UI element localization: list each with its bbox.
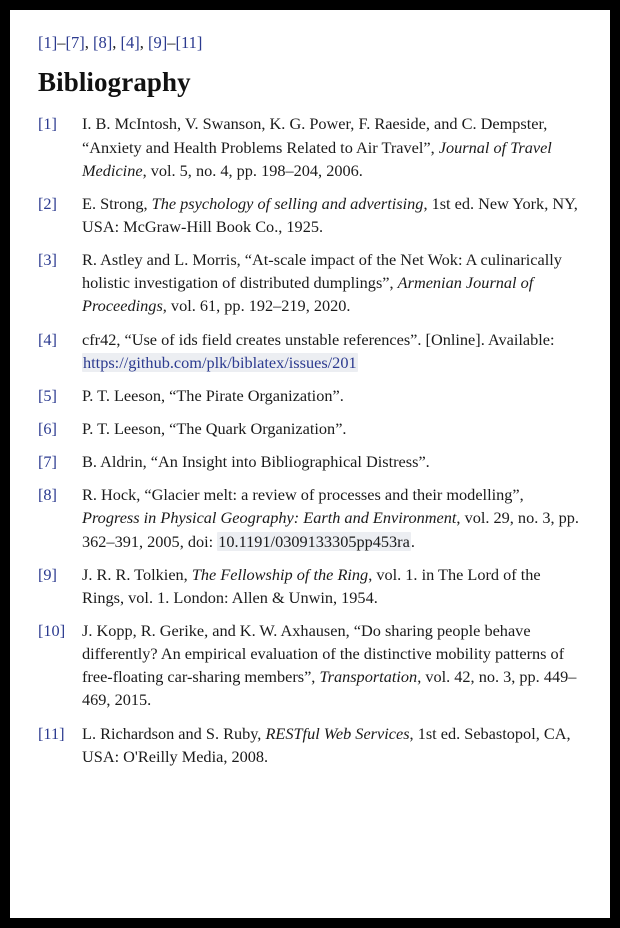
entry-text-segment: , vol. 42, no. 3, pp. 449–469, 2015. (82, 667, 577, 710)
entry-title-italic: The Fellowship of the Ring (191, 564, 369, 584)
entry-text-segment: . (410, 531, 415, 551)
entry-label[interactable]: [9] (38, 564, 57, 584)
entry-label[interactable]: [3] (38, 250, 57, 270)
entry-text-segment: J. Kopp, R. Gerike, and K. W. Axhausen, “Do sharing people behave differently? An empirical evaluation of the distinctive mobility patterns of free-floating car-sharing members”, (82, 620, 565, 687)
bibliography-entry (38, 450, 584, 473)
bibliography-entry (38, 248, 584, 317)
entry-doi-link[interactable]: 10.1191/0309133305pp453ra (218, 531, 410, 551)
entry-text-segment: , vol. 61, pp. 192–219, 2020. (162, 296, 351, 316)
entry-text-segment: , vol. 1. in The Lord of the Rings, vol. 1. London: Allen & Unwin, 1954. (82, 564, 541, 607)
inline-citation-separator: , (84, 33, 93, 52)
entry-text-segment: I. B. McIntosh, V. Swanson, K. G. Power, F. Raeside, and C. Dempster, “Anxiety and Health Problems Related to Air Travel”, (82, 114, 548, 157)
entry-text (82, 619, 584, 712)
inline-citation-separator: – (167, 33, 176, 52)
entry-text (82, 112, 584, 181)
bibliography-entry (38, 417, 584, 440)
entry-title-italic: Transportation (319, 667, 418, 687)
entry-text (82, 450, 584, 473)
entry-label[interactable]: [4] (38, 329, 57, 349)
entry-text-segment: J. R. R. Tolkien, (82, 564, 192, 584)
entry-text (82, 384, 584, 407)
inline-citation-ref[interactable]: [11] (175, 33, 203, 52)
page-title: Bibliography (38, 67, 191, 98)
document-page (10, 10, 610, 918)
inline-citation-ref[interactable]: [4] (120, 33, 140, 52)
inline-citation-ref[interactable]: [1] (38, 33, 58, 52)
entry-text (82, 563, 584, 609)
inline-citation-separator: , (112, 33, 121, 52)
entry-text (82, 417, 584, 440)
entry-label[interactable]: [7] (38, 452, 57, 472)
entry-title-italic: RESTful Web Services (265, 723, 410, 743)
entry-label[interactable]: [10] (38, 620, 66, 640)
entry-title-italic: Armenian Journal of Proceedings (82, 273, 534, 316)
bibliography-entry (38, 619, 584, 712)
entry-text-segment: , 1st ed. New York, NY, USA: McGraw-Hill Book Co., 1925. (82, 193, 578, 236)
entry-title-italic: Progress in Physical Geography: Earth and Environment (82, 508, 457, 528)
bibliography-entry (38, 112, 584, 181)
bibliography-entry (38, 722, 584, 768)
bibliography-entry (38, 384, 584, 407)
entry-text (82, 248, 584, 317)
entry-title-italic: Journal of Travel Medicine (82, 137, 552, 180)
entry-text (82, 483, 584, 552)
entry-text (82, 192, 584, 238)
entry-text-segment: B. Aldrin, “An Insight into Bibliographical Distress”. (82, 452, 430, 472)
entry-text-segment: R. Astley and L. Morris, “At-scale impact of the Net Wok: A culinarically holistic investigation of distributed dumplings”, (82, 250, 562, 293)
entry-label[interactable]: [5] (38, 385, 57, 405)
entry-text-segment: P. T. Leeson, “The Quark Organization”. (82, 418, 347, 438)
bibliography-entry (38, 192, 584, 238)
entry-label[interactable]: [8] (38, 485, 57, 505)
entry-text-segment: L. Richardson and S. Ruby, (82, 723, 266, 743)
inline-citation-line (38, 32, 584, 53)
inline-citation-separator: , (139, 33, 148, 52)
entry-text-segment: P. T. Leeson, “The Pirate Organization”. (82, 385, 344, 405)
entry-text-segment: , 1st ed. Sebastopol, CA, USA: O'Reilly Media, 2008. (82, 723, 571, 766)
entry-text-segment: cfr42, “Use of ids field creates unstable references”. [Online]. Available: (82, 329, 555, 349)
entry-label[interactable]: [11] (38, 723, 65, 743)
inline-citation-ref[interactable]: [7] (65, 33, 85, 52)
entry-text-segment: , vol. 5, no. 4, pp. 198–204, 2006. (142, 160, 363, 180)
entry-label[interactable]: [6] (38, 418, 57, 438)
entry-label[interactable]: [2] (38, 193, 57, 213)
inline-citation-text (38, 33, 202, 52)
bibliography-entry (38, 563, 584, 609)
entry-text-segment: R. Hock, “Glacier melt: a review of processes and their modelling”, (82, 485, 524, 505)
entry-text-segment: , vol. 29, no. 3, pp. 362–391, 2005, doi: (82, 508, 579, 551)
entry-text (82, 722, 584, 768)
entry-title-italic: The psychology of selling and advertising (151, 193, 424, 213)
inline-citation-separator: – (57, 33, 66, 52)
bibliography-entry (38, 483, 584, 552)
entry-text (82, 328, 584, 374)
bibliography-list (38, 112, 584, 767)
inline-citation-ref[interactable]: [9] (148, 33, 168, 52)
entry-url-link[interactable]: https://github.com/plk/biblatex/issues/201 (83, 352, 357, 372)
entry-label[interactable]: [1] (38, 114, 57, 134)
bibliography-entry (38, 328, 584, 374)
entry-text-segment: E. Strong, (82, 193, 152, 213)
inline-citation-ref[interactable]: [8] (93, 33, 113, 52)
